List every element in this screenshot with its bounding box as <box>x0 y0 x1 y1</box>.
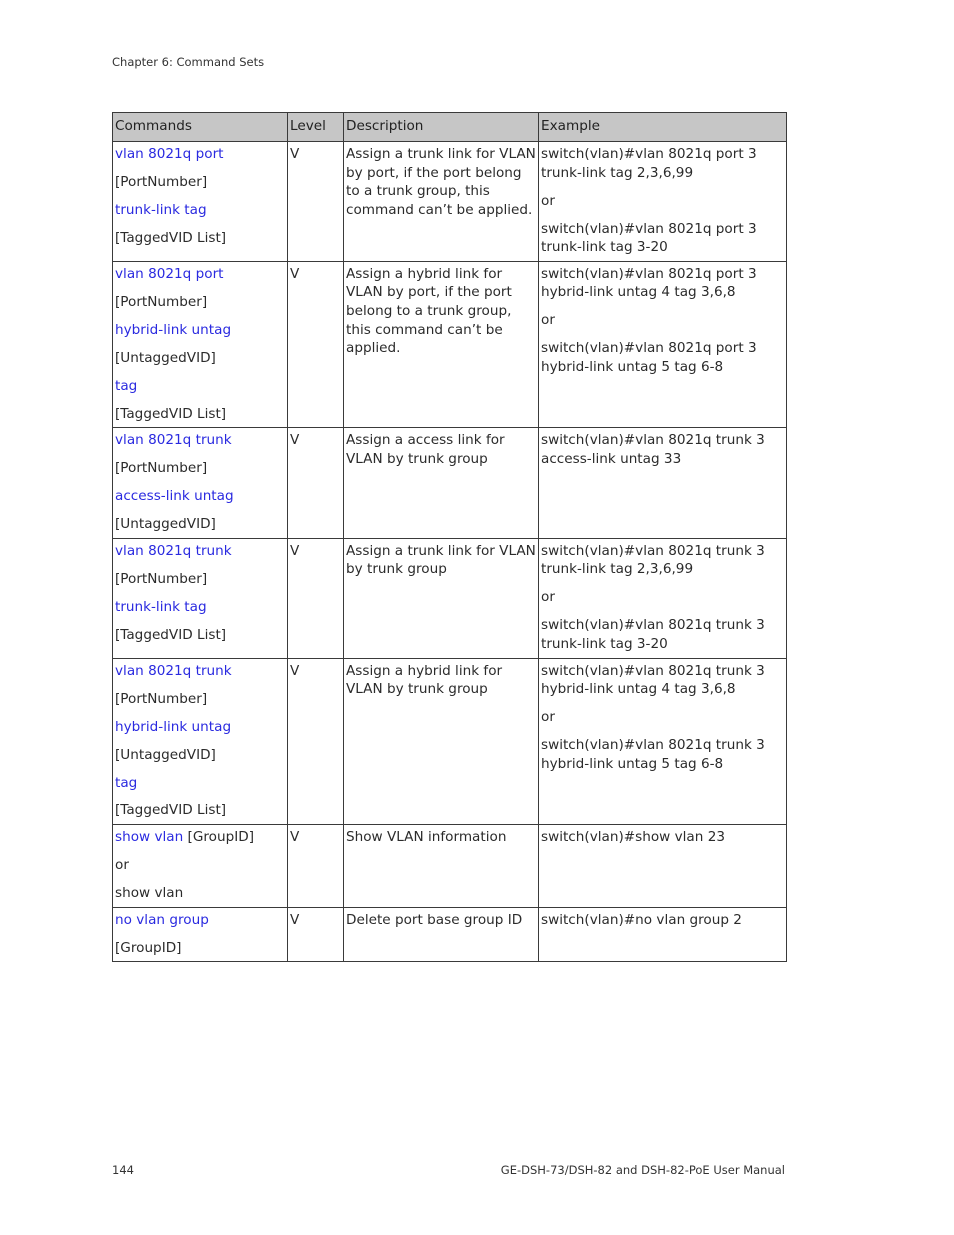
command-parameter: [UntaggedVID] <box>115 516 216 533</box>
example-cell <box>539 825 787 908</box>
command-line <box>115 939 286 958</box>
description-cell: Delete port base group ID <box>344 907 539 962</box>
command-link[interactable]: vlan 8021q trunk <box>115 542 232 559</box>
command-line <box>115 321 286 340</box>
example-cell <box>539 261 787 428</box>
command-line <box>115 746 286 765</box>
column-header-commands: Commands <box>113 113 288 142</box>
table-row <box>113 658 787 825</box>
example-line: switch(vlan)#vlan 8021q trunk 3 access-link untag 33 <box>541 432 765 467</box>
example-line: or <box>541 312 555 329</box>
example-line: switch(vlan)#vlan 8021q trunk 3 hybrid-link untag 5 tag 6-8 <box>541 737 765 772</box>
command-line <box>115 377 286 396</box>
command-line <box>115 201 286 220</box>
example-cell <box>539 538 787 658</box>
command-parameter: [PortNumber] <box>115 690 208 707</box>
command-line <box>115 884 286 903</box>
example-line: switch(vlan)#vlan 8021q trunk 3 trunk-link tag 2,3,6,99 <box>541 542 765 578</box>
level-cell: V <box>288 907 344 962</box>
example-line: switch(vlan)#vlan 8021q port 3 hybrid-link untag 5 tag 6-8 <box>541 340 757 375</box>
description-cell: Assign a trunk link for VLAN by port, if the port belong to a trunk group, this command can’t be applied. <box>344 142 539 262</box>
command-parameter: [GroupID] <box>115 939 182 956</box>
command-line <box>115 911 286 930</box>
commands-cell <box>113 658 288 825</box>
table-row <box>113 825 787 908</box>
command-link[interactable]: hybrid-link untag <box>115 321 232 338</box>
example-line: switch(vlan)#vlan 8021q trunk 3 hybrid-link untag 4 tag 3,6,8 <box>541 662 765 698</box>
example-line: switch(vlan)#no vlan group 2 <box>541 911 742 928</box>
level-cell: V <box>288 825 344 908</box>
command-parameter: show vlan <box>115 885 184 902</box>
table-header-row <box>113 113 787 142</box>
command-parameter: [PortNumber] <box>115 460 208 477</box>
command-link[interactable]: hybrid-link untag <box>115 718 232 735</box>
command-parameter: [UntaggedVID] <box>115 349 216 366</box>
command-line <box>115 801 286 820</box>
commands-cell <box>113 428 288 539</box>
command-line <box>115 405 286 424</box>
command-parameter: [TaggedVID List] <box>115 626 227 643</box>
commands-cell <box>113 142 288 262</box>
table-row <box>113 261 787 428</box>
command-line <box>115 265 286 284</box>
example-cell <box>539 428 787 539</box>
command-line <box>115 487 286 506</box>
level-cell: V <box>288 658 344 825</box>
description-cell: Assign a hybrid link for VLAN by port, if the port belong to a trunk group, this command can’t be applied. <box>344 261 539 428</box>
level-cell: V <box>288 261 344 428</box>
command-link[interactable]: trunk-link tag <box>115 201 207 218</box>
command-link[interactable]: tag <box>115 774 138 791</box>
command-link[interactable]: vlan 8021q port <box>115 146 224 162</box>
example-line: switch(vlan)#vlan 8021q port 3 trunk-link tag 2,3,6,99 <box>541 146 757 181</box>
command-parameter: [GroupID] <box>183 829 255 846</box>
command-link[interactable]: vlan 8021q port <box>115 265 224 282</box>
command-parameter: [PortNumber] <box>115 293 208 310</box>
command-line <box>115 173 286 192</box>
command-parameter: [PortNumber] <box>115 173 208 190</box>
example-line: switch(vlan)#show vlan 23 <box>541 829 726 846</box>
command-line <box>115 293 286 312</box>
command-line <box>115 828 286 847</box>
commands-cell <box>113 825 288 908</box>
example-line: switch(vlan)#vlan 8021q port 3 hybrid-link untag 4 tag 3,6,8 <box>541 265 757 301</box>
command-link[interactable]: access-link untag <box>115 488 234 505</box>
command-line <box>115 690 286 709</box>
command-link[interactable]: vlan 8021q trunk <box>115 662 232 679</box>
command-parameter: [TaggedVID List] <box>115 229 227 246</box>
example-line: or <box>541 709 555 726</box>
manual-title: GE-DSH-73/DSH-82 and DSH-82-PoE User Manual <box>500 1163 785 1177</box>
description-cell: Assign a access link for VLAN by trunk group <box>344 428 539 539</box>
command-line <box>115 662 286 681</box>
description-cell: Assign a hybrid link for VLAN by trunk group <box>344 658 539 825</box>
commands-cell <box>113 261 288 428</box>
example-cell <box>539 907 787 962</box>
description-cell: Assign a trunk link for VLAN by trunk group <box>344 538 539 658</box>
command-link[interactable]: no vlan group <box>115 911 209 928</box>
column-header-description: Description <box>344 113 539 142</box>
example-cell <box>539 142 787 262</box>
command-line <box>115 145 286 164</box>
command-link[interactable]: vlan 8021q trunk <box>115 432 232 449</box>
chapter-header: Chapter 6: Command Sets <box>112 55 265 69</box>
level-cell: V <box>288 428 344 539</box>
table-row <box>113 907 787 962</box>
command-parameter: or <box>115 857 129 874</box>
command-parameter: [PortNumber] <box>115 570 208 587</box>
commands-cell <box>113 538 288 658</box>
column-header-example: Example <box>539 113 787 142</box>
command-line <box>115 626 286 645</box>
example-line: or <box>541 192 555 209</box>
page-number: 144 <box>112 1163 134 1177</box>
command-line <box>115 229 286 248</box>
command-line <box>115 349 286 368</box>
command-parameter: [TaggedVID List] <box>115 802 227 819</box>
command-line <box>115 856 286 875</box>
command-line <box>115 570 286 589</box>
level-cell: V <box>288 538 344 658</box>
table-row <box>113 142 787 262</box>
command-line <box>115 718 286 737</box>
command-line <box>115 431 286 450</box>
command-line <box>115 459 286 478</box>
column-header-level: Level <box>288 113 344 142</box>
command-link[interactable]: show vlan <box>115 829 184 846</box>
commands-cell <box>113 907 288 962</box>
command-link[interactable]: trunk-link tag <box>115 598 207 615</box>
command-parameter: [UntaggedVID] <box>115 746 216 763</box>
description-cell: Show VLAN information <box>344 825 539 908</box>
example-cell <box>539 658 787 825</box>
command-line <box>115 515 286 534</box>
command-table <box>112 112 787 962</box>
command-line <box>115 542 286 561</box>
command-line <box>115 774 286 793</box>
command-line <box>115 598 286 617</box>
example-line: switch(vlan)#vlan 8021q port 3 trunk-link tag 3-20 <box>541 220 757 256</box>
example-line: or <box>541 589 555 606</box>
command-link[interactable]: tag <box>115 377 138 394</box>
level-cell: V <box>288 142 344 262</box>
table-row <box>113 428 787 539</box>
table-row <box>113 538 787 658</box>
command-parameter: [TaggedVID List] <box>115 405 227 422</box>
example-line: switch(vlan)#vlan 8021q trunk 3 trunk-link tag 3-20 <box>541 617 765 652</box>
